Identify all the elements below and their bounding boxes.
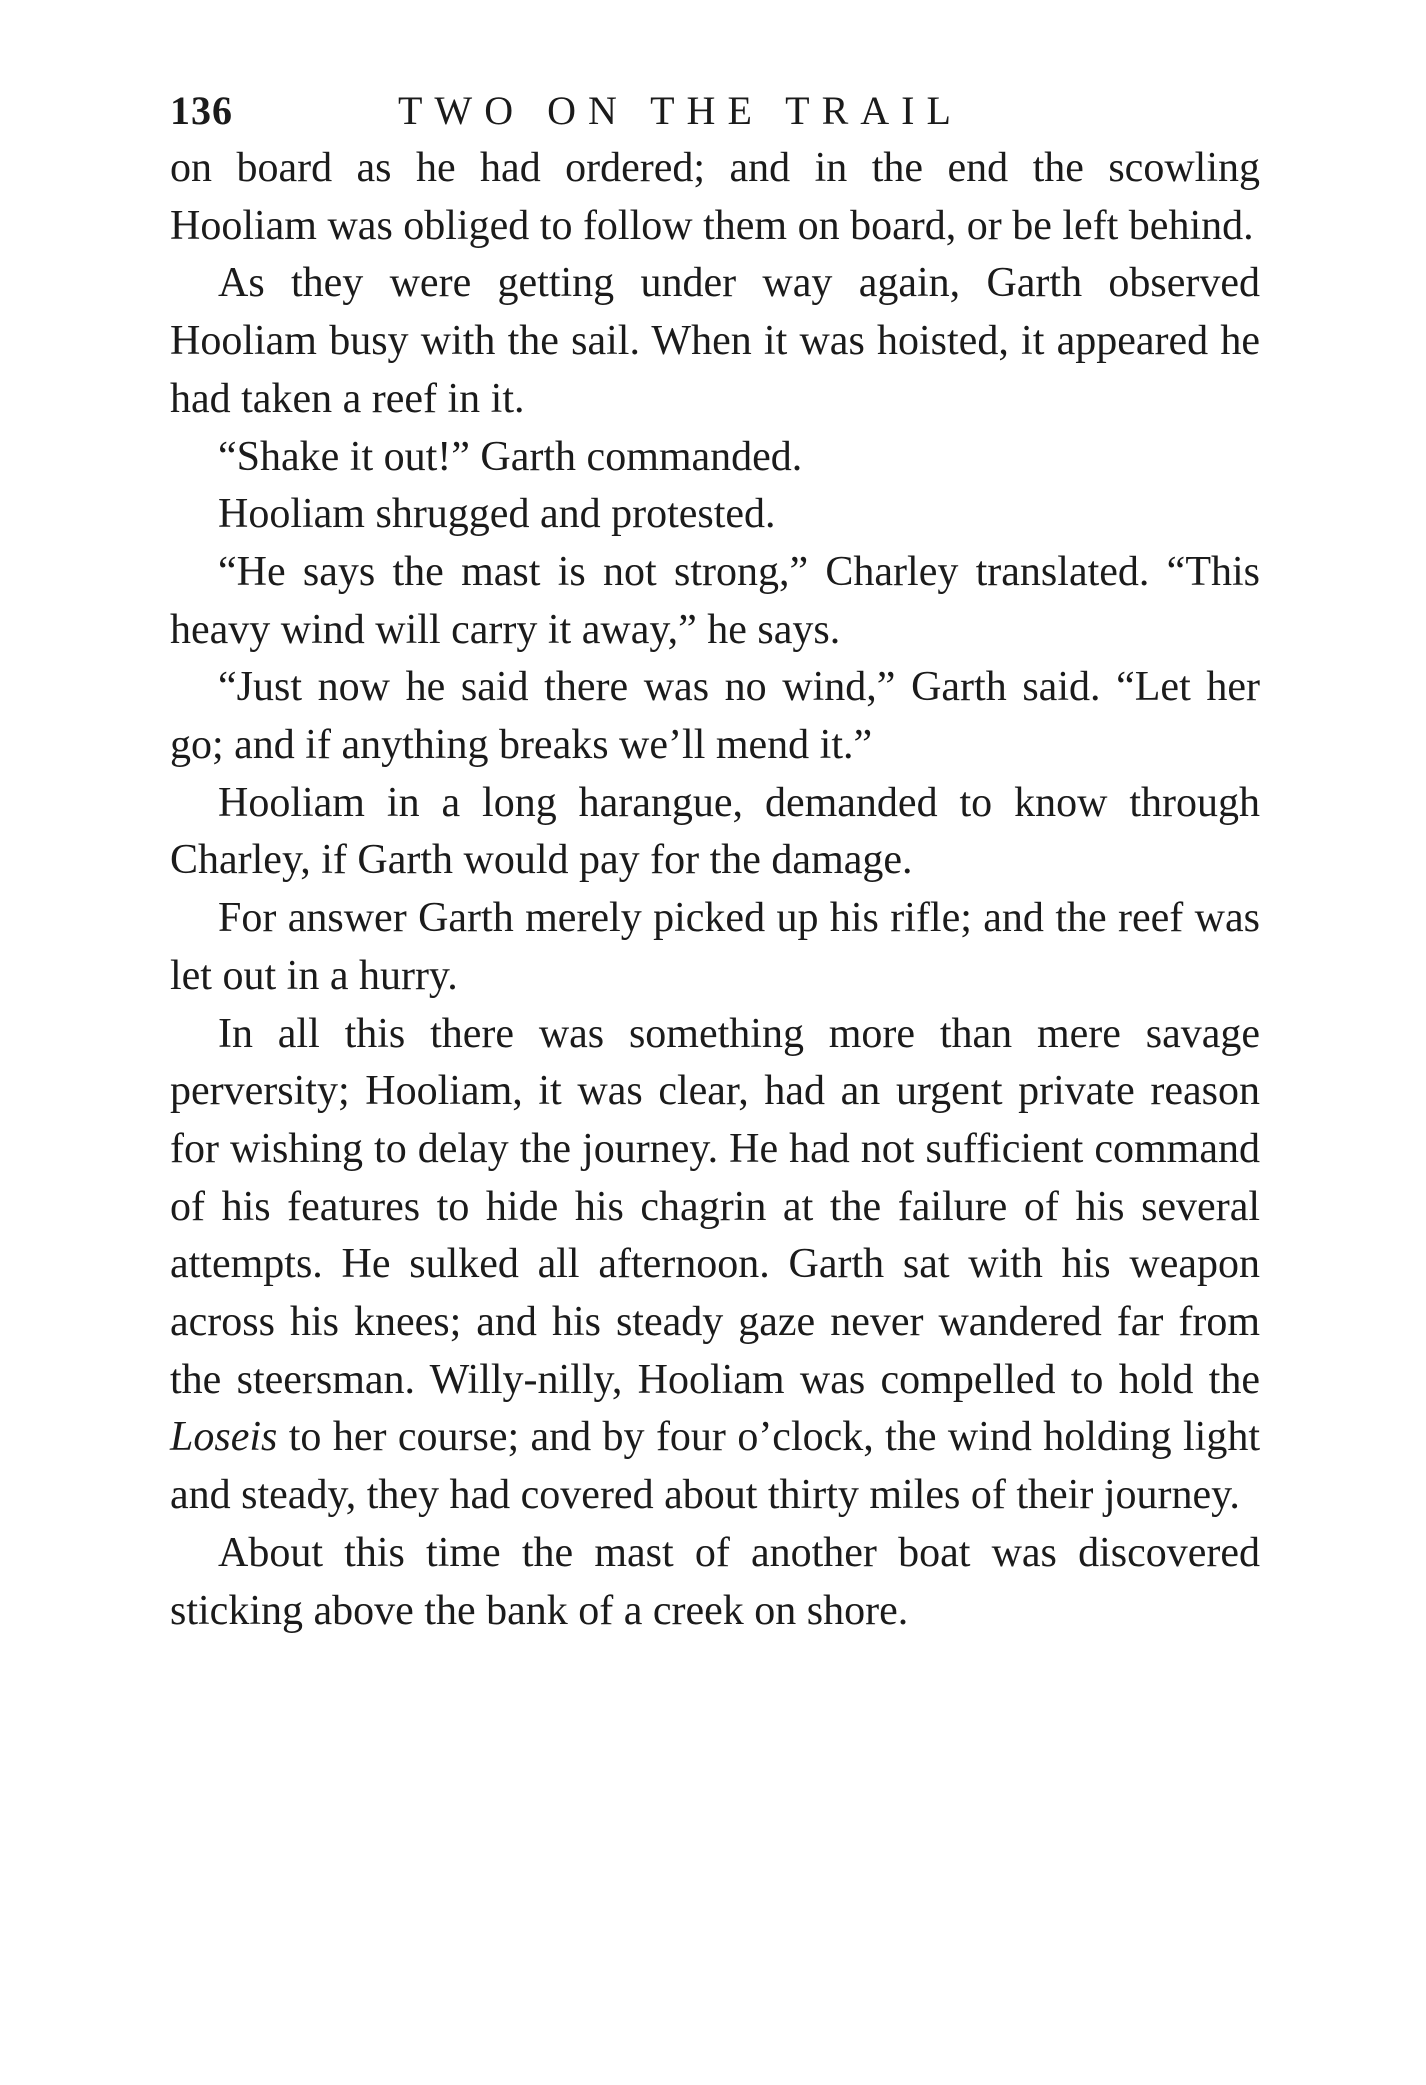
boat-name-loseis: Loseis bbox=[170, 1414, 278, 1461]
paragraph-9-part-1: In all this there was something more than mere savage perversity; Hooliam, it was clear, had an urgent private reason for wishing to delay the journey. He had not sufficient command of his features to hide his chagrin at the failure of his several attempts. He sulked all afternoon. Garth sat with his weapon across his knees; and his steady gaze never wandered far from the steersman. Willy-nilly, Hooliam was compelled to hold the bbox=[170, 1010, 1260, 1403]
running-title: TWO ON THE TRAIL bbox=[398, 88, 963, 133]
body-text bbox=[170, 140, 1260, 1640]
page-header bbox=[170, 82, 1260, 140]
paragraph-9 bbox=[170, 1006, 1260, 1525]
paragraph-5: “He says the mast is not strong,” Charley translated. “This heavy wind will carry it away,” he says. bbox=[170, 548, 1260, 653]
paragraph-10: About this time the mast of another boat was discovered sticking above the bank of a creek on shore. bbox=[170, 1529, 1260, 1634]
book-page bbox=[170, 82, 1260, 1640]
paragraph-7: Hooliam in a long harangue, demanded to know through Charley, if Garth would pay for the damage. bbox=[170, 779, 1260, 884]
paragraph-2: As they were getting under way again, Garth observed Hooliam busy with the sail. When it was hoisted, it appeared he had taken a reef in it. bbox=[170, 260, 1260, 422]
paragraph-1: on board as he had ordered; and in the end the scowling Hooliam was obliged to follow them on board, or be left behind. bbox=[170, 145, 1260, 249]
paragraph-3: “Shake it out!” Garth commanded. bbox=[218, 433, 803, 480]
paragraph-9-part-2: to her course; and by four o’clock, the wind holding light and steady, they had covered about thirty miles of their journey. bbox=[170, 1414, 1260, 1519]
paragraph-4: Hooliam shrugged and protested. bbox=[218, 491, 776, 538]
paragraph-6: “Just now he said there was no wind,” Garth said. “Let her go; and if anything breaks we’ll mend it.” bbox=[170, 664, 1260, 769]
page-number: 136 bbox=[170, 88, 233, 133]
paragraph-8: For answer Garth merely picked up his rifle; and the reef was let out in a hurry. bbox=[170, 895, 1260, 999]
